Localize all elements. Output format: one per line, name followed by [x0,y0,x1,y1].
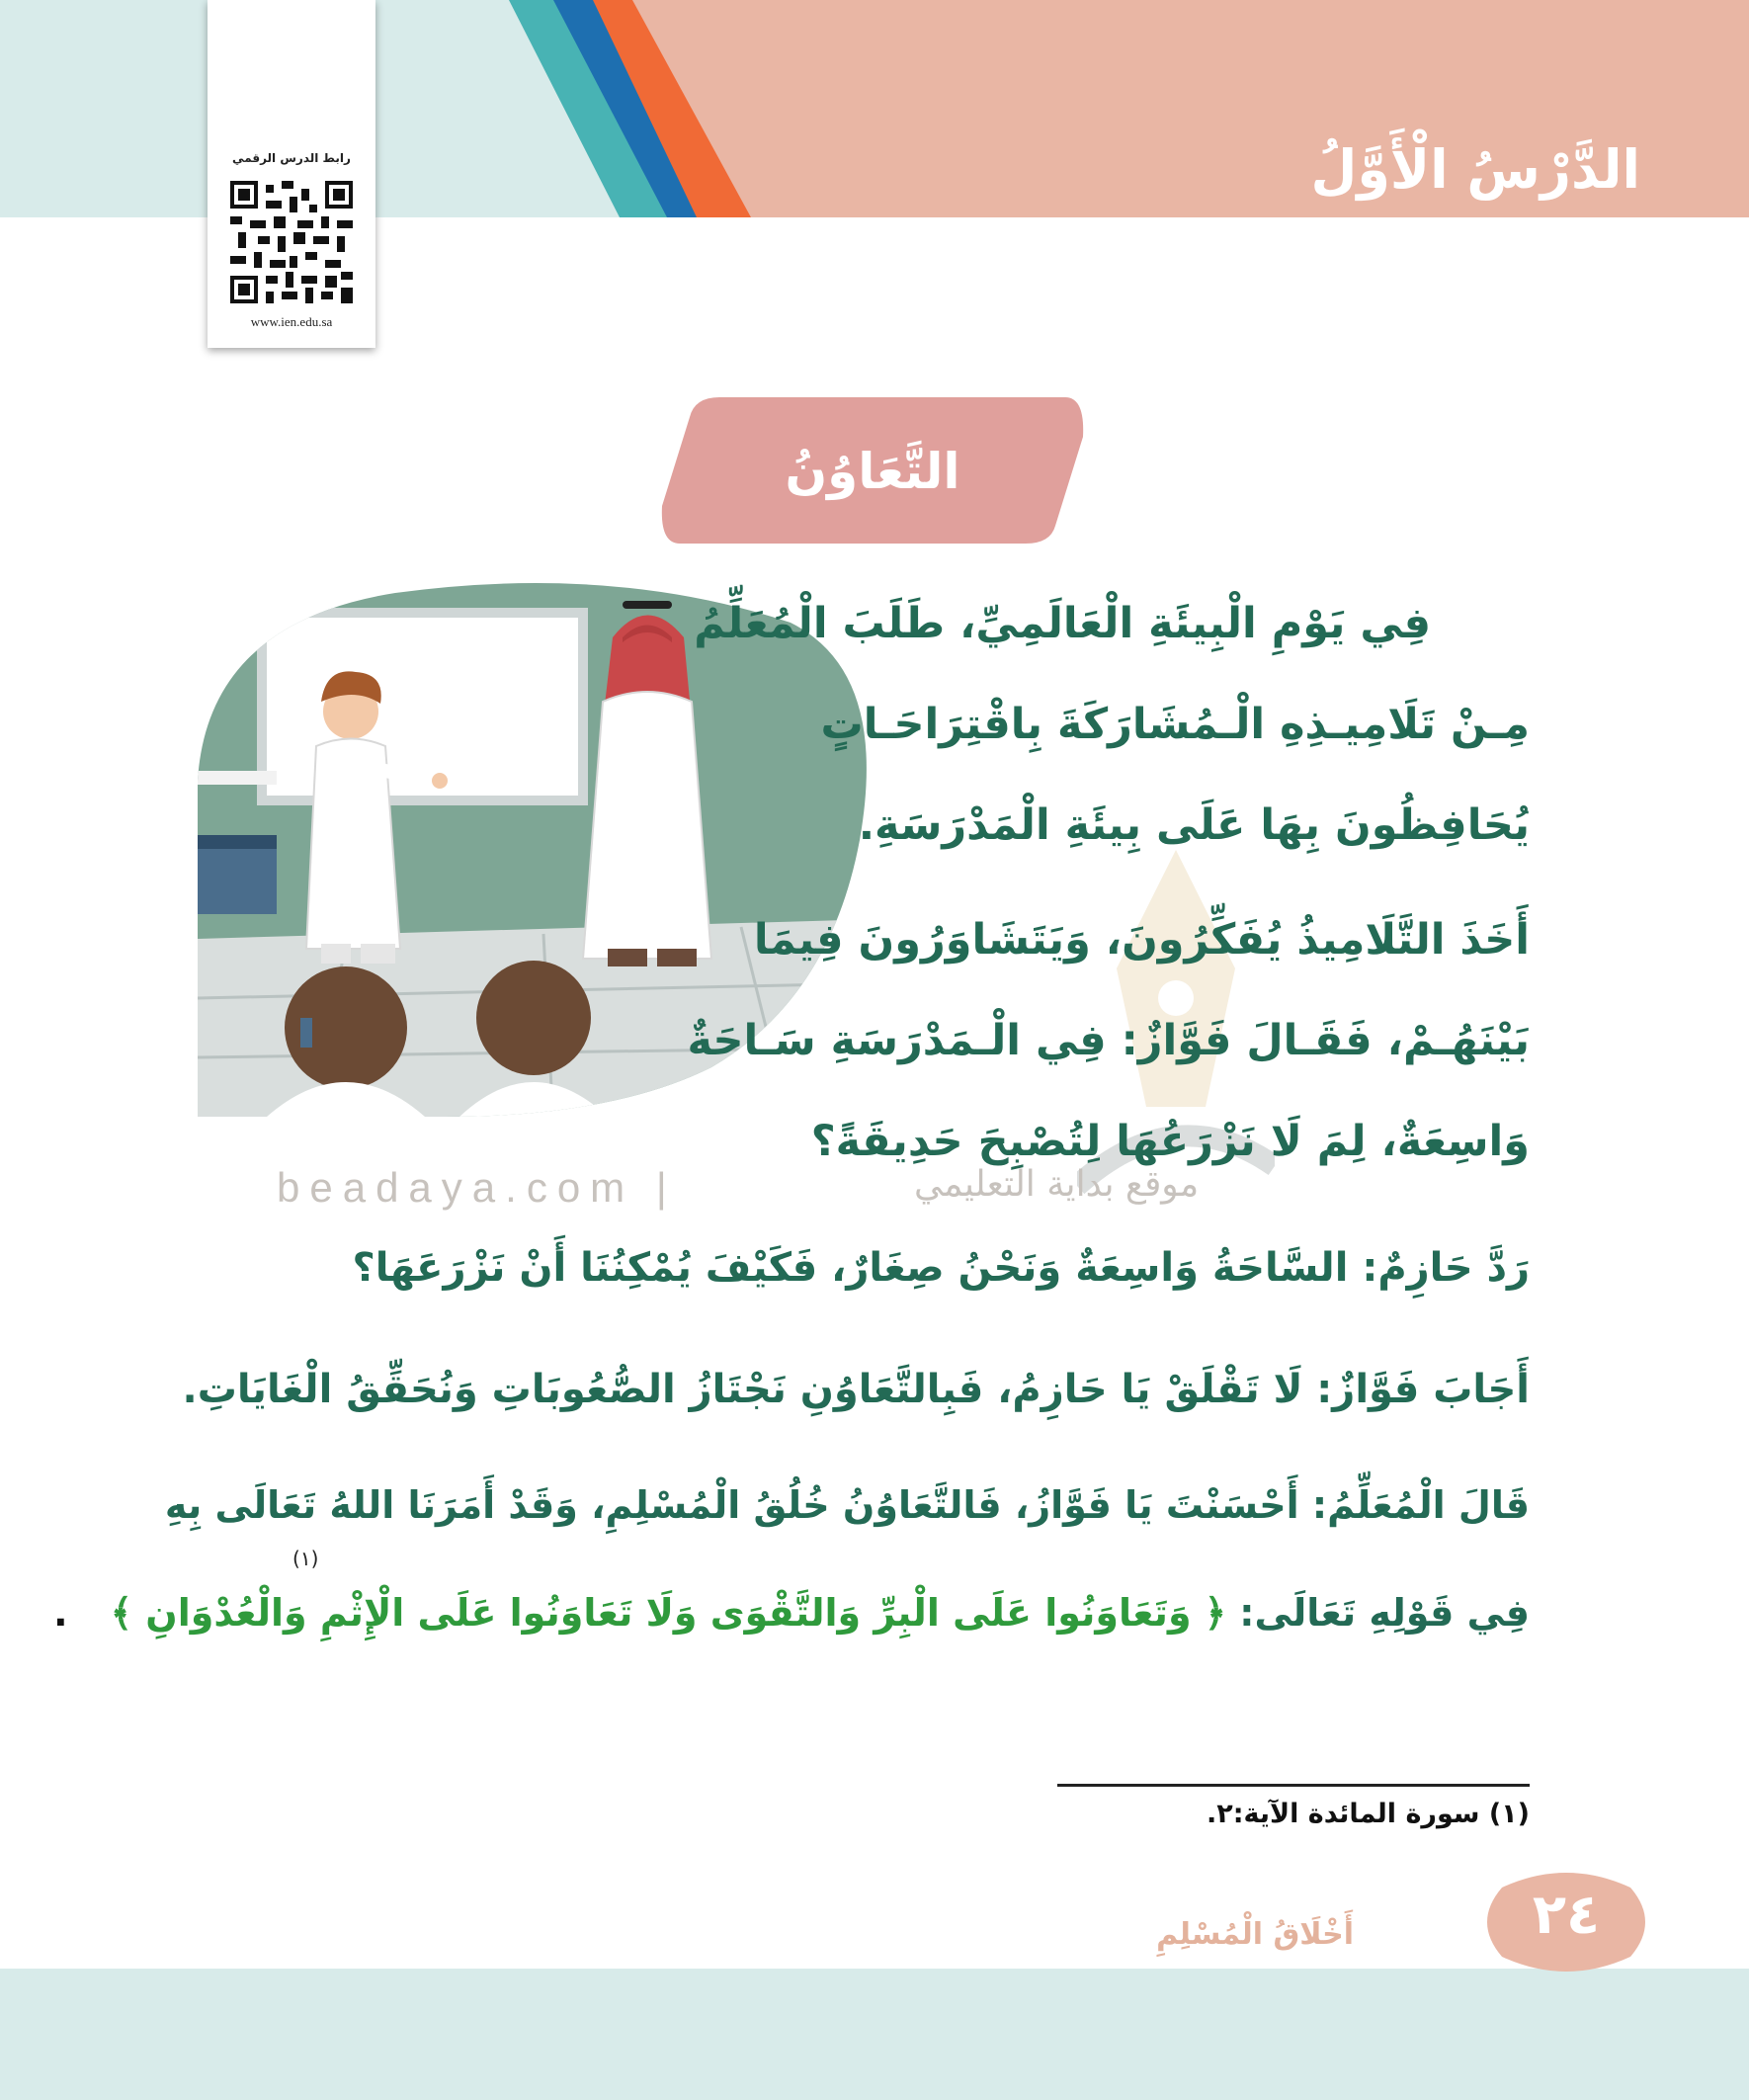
para1-line3: يُحَافِظُونَ بِهَا عَلَى بِيئَةِ الْمَدْرَسَةِ. [858,800,1530,850]
page-number: ٢٤ [1532,1883,1601,1947]
watermark-tagline: موقع بداية التعليمي [914,1164,1200,1205]
topic-title: التَّعَاوُنُ [785,443,960,500]
qr-label: رابط الدرس الرقمي [232,151,351,165]
quran-verse: ﴿ وَتَعَاوَنُوا عَلَى الْبِرِّ وَالتَّقْوَى وَلَا تَعَاوَنُوا عَلَى الْإِثْمِ وَالْعُدْوَانِ ﴾ [110,1591,1227,1635]
qr-url[interactable]: www.ien.edu.sa [250,314,333,329]
para2-line2: بَيْنَهُـمْ، فَقَـالَ فَوَّازٌ: فِي الْـمَدْرَسَةِ سَـاحَةٌ [687,1016,1530,1065]
footnote-marker: (١) [292,1547,319,1570]
book-title: أَخْلَاقُ الْمُسْلِمِ [1156,1917,1354,1952]
watermark-url: beadaya.com | [277,1164,677,1211]
para2-line1: أَخَذَ التَّلَامِيذُ يُفَكِّرُونَ، وَيَتَشَاوَرُونَ فِيمَا [753,915,1530,965]
para5-line2 [53,1567,1530,1658]
footnote-divider [1057,1784,1530,1787]
para1-line1: فِي يَوْمِ الْبِيئَةِ الْعَالَمِيِّ، طَلَبَ الْمُعَلِّمُ [694,599,1431,648]
qr-card[interactable] [208,0,375,348]
para4: أَجَابَ فَوَّازٌ: لَا تَقْلَقْ يَا حَازِمُ، فَبِالتَّعَاوُنِ نَجْتَازُ الصُّعُوبَاتِ وَنُحَقِّقُ الْغَايَاتِ. [182,1367,1530,1412]
para3: رَدَّ حَازِمٌ: السَّاحَةُ وَاسِعَةٌ وَنَحْنُ صِغَارٌ، فَكَيْفَ يُمْكِنُنَا أَنْ نَزْرَعَهَا؟ [352,1245,1530,1291]
footnote-text: (١) سورة المائدة الآية:٢. [1206,1799,1530,1829]
qr-code-icon[interactable] [230,178,353,306]
para5-line1: قَالَ الْمُعَلِّمُ: أَحْسَنْتَ يَا فَوَّازُ، فَالتَّعَاوُنُ خُلُقُ الْمُسْلِمِ، وَقَدْ أَمَرَنَا اللهُ تَعَالَى بِهِ [164,1483,1530,1527]
footer-band [0,1969,1749,2100]
lesson-title: الدَّرْسُ الْأَوَّلُ [1310,138,1640,201]
sentence-period: . [53,1591,68,1635]
para1-line2: مِـنْ تَلَامِيـذِهِ الْـمُشَارَكَةَ بِاقْتِرَاحَـاتٍ [820,700,1530,749]
para2-line3: وَاسِعَةٌ، لِمَ لَا نَزْرَعُهَا لِتُصْبِحَ حَدِيقَةً؟ [810,1117,1530,1166]
verse-intro: فِي قَوْلِهِ تَعَالَى: [1239,1591,1530,1635]
